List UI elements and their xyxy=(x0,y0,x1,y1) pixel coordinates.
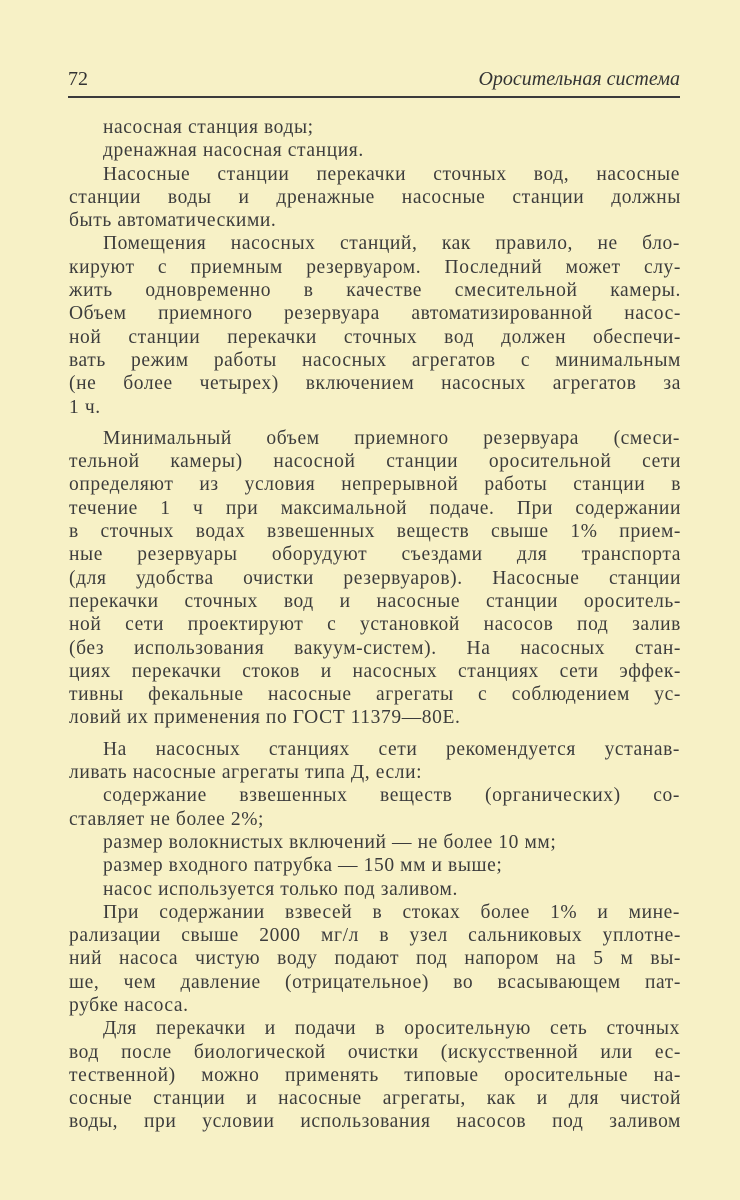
text-line: Объем приемного резервуара автоматизированной насос- xyxy=(69,303,681,325)
text-line: ловий их применения по ГОСТ 11379—80Е. xyxy=(69,707,461,729)
text-line: размер волокнистых включений — не более 10 мм; xyxy=(103,831,557,853)
text-line: ливать насосные агрегаты типа Д, если: xyxy=(69,762,423,784)
text-line: размер входного патрубка — 150 мм и выше; xyxy=(103,855,503,877)
text-line: тельной камеры) насосной станции оросительной сети xyxy=(69,451,681,473)
page-header xyxy=(68,66,680,96)
running-title: Оросительная система xyxy=(478,68,680,90)
text-line: ше, чем давление (отрицательное) во всасывающем пат- xyxy=(69,971,681,993)
text-line: насос используется только под заливом. xyxy=(103,878,458,900)
text-line: сосные станции и насосные агрегаты, как и для чистой xyxy=(69,1088,681,1110)
text-line: ной сети проектируют с установкой насосов под залив xyxy=(69,614,681,636)
text-line: содержание взвешенных веществ (органических) со- xyxy=(103,785,680,807)
text-line: вать режим работы насосных агрегатов с минимальным xyxy=(69,349,681,371)
text-line: течение 1 ч при максимальной подаче. При содержании xyxy=(69,497,681,519)
text-line: станции воды и дренажные насосные станции должны xyxy=(69,186,681,208)
text-line: ставляет не более 2%; xyxy=(69,808,265,830)
text-line: тивны фекальные насосные агрегаты с соблюдением ус- xyxy=(69,684,681,706)
body-text xyxy=(69,116,683,1134)
text-line: При содержании взвесей в стоках более 1% и мине- xyxy=(103,901,680,923)
text-line: ной станции перекачки сточных вод должен обеспечи- xyxy=(69,326,681,348)
text-line: циях перекачки стоков и насосных станциях сети эффек- xyxy=(69,660,681,682)
text-line: кируют с приемным резервуаром. Последний может слу- xyxy=(69,256,681,278)
text-line: дренажная насосная станция. xyxy=(103,140,364,162)
text-line: На насосных станциях сети рекомендуется устанав- xyxy=(103,738,680,760)
text-line: ные резервуары оборудуют съездами для транспорта xyxy=(69,544,681,566)
text-line: тественной) можно применять типовые оросительные на- xyxy=(69,1064,681,1086)
text-line: Минимальный объем приемного резервуара (смеси- xyxy=(103,427,680,449)
text-line: быть автоматическими. xyxy=(69,210,277,232)
text-line: перекачки сточных вод и насосные станции ороситель- xyxy=(69,590,681,612)
text-line: воды, при условии использования насосов под заливом xyxy=(69,1111,681,1133)
text-line: рализации свыше 2000 мг/л в узел сальниковых уплотне- xyxy=(69,925,681,947)
text-line: в сточных водах взвешенных веществ свыше 1% прием- xyxy=(69,521,681,543)
text-line: жить одновременно в качестве смесительной камеры. xyxy=(69,280,681,302)
text-line: Насосные станции перекачки сточных вод, насосные xyxy=(103,163,680,185)
text-line: (не более четырех) включением насосных агрегатов за xyxy=(69,373,681,395)
text-line: Для перекачки и подачи в оросительную сеть сточных xyxy=(103,1018,680,1040)
text-line: ний насоса чистую воду подают под напором на 5 м вы- xyxy=(69,948,681,970)
page-number: 72 xyxy=(68,68,88,90)
text-line: насосная станция воды; xyxy=(103,117,314,138)
text-line: (для удобства очистки резервуаров). Насосные станции xyxy=(69,567,681,589)
header-rule xyxy=(68,96,680,98)
text-line: рубке насоса. xyxy=(69,994,189,1016)
text-line: (без использования вакуум-систем). На насосных стан- xyxy=(69,637,681,659)
text-line: Помещения насосных станций, как правило, не бло- xyxy=(103,233,680,255)
text-line: 1 ч. xyxy=(69,396,101,418)
text-line: вод после биологической очистки (искусственной или ес- xyxy=(69,1041,681,1063)
text-line: определяют из условия непрерывной работы станции в xyxy=(69,474,681,496)
